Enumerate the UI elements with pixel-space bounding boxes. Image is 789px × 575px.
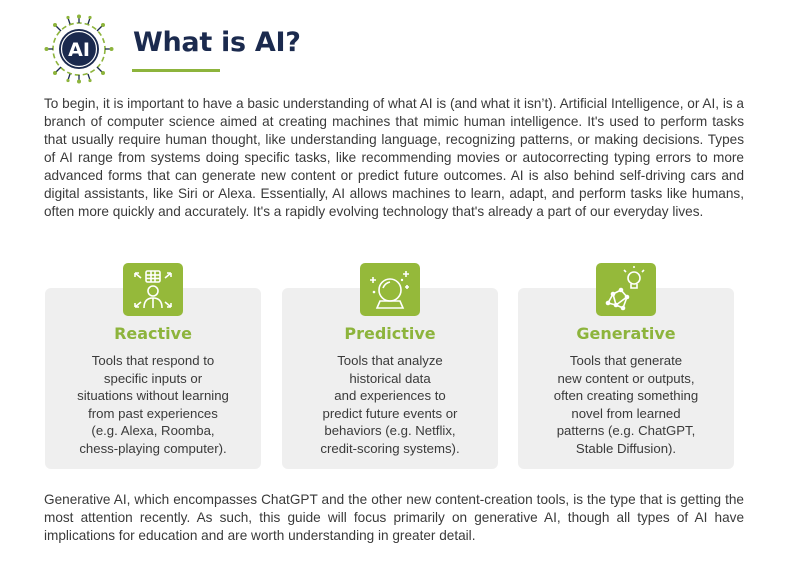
card-title: Reactive (114, 324, 192, 343)
page-title: What is AI? (133, 27, 301, 58)
intro-paragraph: To begin, it is important to have a basic understanding of what AI is (and what it isn’t). Artificial Intelligence, or AI, is a branch of computer science aimed at creating machines that mimic human intelligence. It's used to perform tasks that usually require human thought, like understanding language, recognizing patterns, or making decisions. Types of AI range from systems doing specific tasks, like recommending movies or autocorrecting typing errors to more advanced forms that can generate new content or predict future outcomes. AI is also behind self-driving cars and digital assistants, like Siri or Alexa. Essentially, AI allows machines to learn, adapt, and perform tasks like humans, often more quickly and accurately. It's a rapidly evolving technology that's already a part of our everyday lives. (44, 96, 744, 219)
lightbulb-network-icon (596, 263, 656, 316)
card-description: Tools that analyze historical data and experiences to predict future events or behaviors (e.g. Netflix, credit-scoring systems). (320, 353, 460, 456)
ai-logo (44, 14, 114, 84)
card-title: Predictive (344, 324, 436, 343)
crystal-ball-icon (360, 263, 420, 316)
ai-circuit-icon (44, 14, 114, 84)
card-description: Tools that respond to specific inputs or situations without learning from past experiences (e.g. Alexa, Roomba, chess-playing computer). (77, 353, 229, 456)
card-title: Generative (576, 324, 676, 343)
title-underline (132, 69, 220, 72)
logo-text: AI (68, 39, 90, 61)
robot-icon (123, 263, 183, 316)
card-description: Tools that generate new content or outputs, often creating something novel from learned patterns (e.g. ChatGPT, Stable Diffusion). (553, 353, 699, 456)
outro-paragraph: Generative AI, which encompasses ChatGPT and the other new content-creation tools, is the type that is getting the most attention recently. As such, this guide will focus primarily on generative AI, though all types of AI have implications for education and are worth understanding in greater detail. (44, 492, 744, 543)
